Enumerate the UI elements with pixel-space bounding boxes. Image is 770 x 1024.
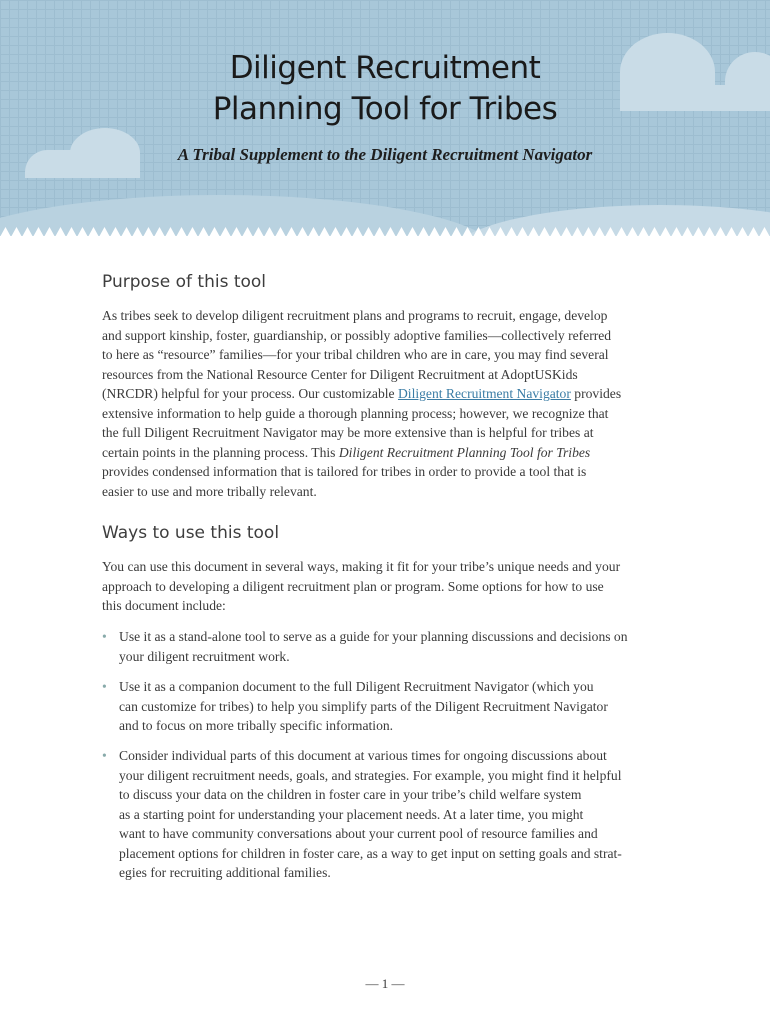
section-heading-ways: Ways to use this tool [102, 523, 280, 543]
text-line [102, 443, 621, 463]
text-line: You can use this document in several ways, making it fit for your tribe’s unique needs and your [102, 559, 621, 574]
document-subtitle: A Tribal Supplement to the Diligent Recruitment Navigator [177, 145, 593, 164]
text-line: can customize for tribes) to help you simplify parts of the Diligent Recruitment Navigator [119, 698, 608, 714]
text-line: this document include: [102, 598, 226, 613]
text-line: As tribes seek to develop diligent recruitment plans and programs to recruit, engage, develop [102, 308, 608, 323]
bullet-item [102, 627, 628, 666]
text-line: egies for recruiting additional families. [119, 865, 331, 880]
bullet-item [102, 677, 608, 736]
text-line: to here as “resource” families—for your tribal children who are in care, you may find several [102, 347, 609, 362]
text-line: extensive information to help guide a thorough planning process; however, we recognize that [102, 405, 609, 421]
text-line: resources from the National Resource Center for Diligent Recruitment at AdoptUSKids [102, 366, 578, 382]
zigzag-edge [0, 223, 770, 236]
italic-title: Diligent Recruitment Planning Tool for Tribes [338, 444, 591, 460]
title-line-2: Planning Tool for Tribes [212, 91, 558, 127]
text-line: to discuss your data on the children in foster care in your tribe’s child welfare system [119, 787, 582, 802]
text-line: Consider individual parts of this document at various times for ongoing discussions about [119, 748, 607, 763]
text-line: Use it as a stand-alone tool to serve as a guide for your planning discussions and decisions on [119, 629, 628, 644]
purpose-paragraph [102, 306, 621, 501]
text-line: easier to use and more tribally relevant. [102, 483, 317, 499]
text-line: and support kinship, foster, guardianship, or possibly adoptive families—collectively referred [102, 327, 612, 343]
text-line: your diligent recruitment work. [119, 648, 290, 664]
text-line: as a starting point for understanding your placement needs. At a later time, you might [119, 806, 584, 822]
text-line: provides condensed information that is tailored for tribes in order to provide a tool that is [102, 464, 587, 479]
document-title [0, 48, 770, 130]
text-segment: provides [570, 386, 622, 401]
bullet-item [102, 746, 622, 883]
section-heading-purpose: Purpose of this tool [102, 272, 267, 292]
text-segment: (NRCDR) helpful for your process. Our customizable [102, 386, 398, 401]
header-banner [0, 0, 770, 236]
text-line: your diligent recruitment needs, goals, and strategies. For example, you might find it helpful [119, 767, 622, 783]
text-line: want to have community conversations about your current pool of resource families and [119, 826, 598, 841]
text-line: placement options for children in foster care, as a way to get input on setting goals and strat- [119, 845, 622, 861]
bullet-icon: • [102, 679, 107, 694]
text-line: the full Diligent Recruitment Navigator may be more extensive than is helpful for tribes at [102, 425, 594, 440]
title-line-1: Diligent Recruitment [229, 50, 541, 86]
ways-intro [102, 557, 620, 616]
text-segment: certain points in the planning process. This [102, 444, 339, 460]
text-line: approach to developing a diligent recruitment plan or program. Some options for how to use [102, 578, 604, 594]
bullet-icon: • [102, 748, 107, 763]
text-line: and to focus on more tribally specific information. [119, 718, 394, 733]
text-line [102, 384, 621, 404]
navigator-link[interactable]: Diligent Recruitment Navigator [397, 386, 571, 401]
page-number: — 1 — [365, 976, 405, 991]
text-line: Use it as a companion document to the full Diligent Recruitment Navigator (which you [119, 679, 594, 694]
bullet-icon: • [102, 629, 107, 644]
